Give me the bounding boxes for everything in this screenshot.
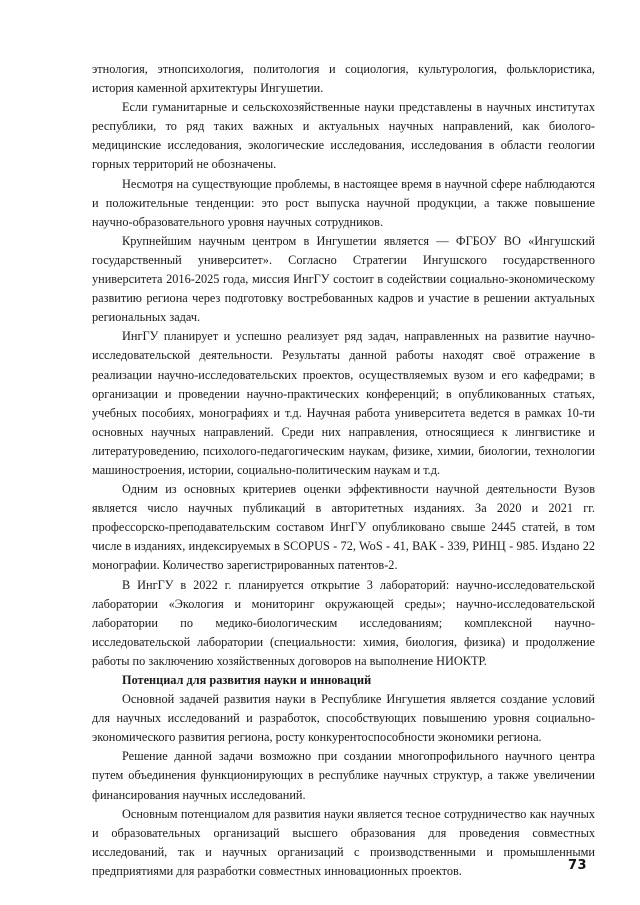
paragraph: Решение данной задачи возможно при создании многопрофильного научного центра путем объединения функционирующих в республике научных структур, а также увеличении финансирования научных исследований. [92,749,595,802]
page-body [92,60,595,881]
paragraph: Одним из основных критериев оценки эффективности научной деятельности Вузов является число научных публикаций в авторитетных изданиях. За 2020 и 2021 гг. профессорско-преподавательским составом ИнгГУ опубликовано свыше 2445 статей, в том числе в изданиях, индексируемых в SCOPUS - 72, WoS - 41, ВАК - 339, РИНЦ - 985. Издано 22 монографии. Количество зарегистрированных патентов-2. [92,482,595,573]
paragraph: В ИнгГУ в 2022 г. планируется открытие 3 лабораторий: научно-исследовательской лаборатории «Экология и мониторинг окружающей среды»; научно-исследовательской лаборатории по медико-биологическим исследованиям; комплексной научно-исследовательской лаборатории (специальности: химия, биология, физика) и продолжение работы по заключению хозяйственных договоров на выполнение НИОКТР. [92,577,595,668]
paragraph: Если гуманитарные и сельскохозяйственные науки представлены в научных институтах республики, то ряд таких важных и актуальных научных направлений, как биолого-медицинские исследования, экологические исследования, исследования в области геологии горных территорий не обозначены. [92,100,595,172]
paragraph: Крупнейшим научным центром в Ингушетии является — ФГБОУ ВО «Ингушский государственный университет». Согласно Стратегии Ингушского государственного университета 2016-2025 года, миссия ИнгГУ состоит в содействии социально-экономическому развитию региона через подготовку востребованных кадров и участие в решении актуальных региональных задач. [92,233,595,325]
paragraph: Несмотря на существующие проблемы, в настоящее время в научной сфере наблюдаются и положительные тенденции: это рост выпуска научной продукции, а также повышение научно-образовательного уровня научных сотрудников. [92,176,595,229]
section-heading: Потенциал для развития науки и инноваций [122,673,372,687]
page-number: 73 [568,858,588,873]
paragraph: Основным потенциалом для развития науки является тесное сотрудничество как научных и образовательных организаций высшего образования для проведения совместных исследований, так и научных организаций с производственными и промышленными предприятиями для разработки совместных инновационных проектов. [92,806,595,878]
paragraph: ИнгГУ планирует и успешно реализует ряд задач, направленных на развитие научно-исследовательской деятельности. Результаты данной работы находят своё отражение в реализации научно-исследовательских проектов, осуществляемых вузом и его кафедрами; в организации и проведении научно-практических конференций; в опубликованных статьях, учебных пособиях, монографиях и т.д. Научная работа университета ведется в рамках 10-ти основных научных направлений. Среди них направления, относящиеся к лингвистике и литературоведению, психолого-педагогическим наукам, физике, химии, биологии, технологии машиностроения, истории, социально-политическим наукам и т.д. [92,329,595,477]
paragraph: Основной задачей развития науки в Республике Ингушетия является создание условий для научных исследований и разработок, способствующих повышению уровня социально-экономического развития региона, росту конкурентоспособности экономики региона. [92,692,595,745]
paragraph-continued: этнология, этнопсихология, политология и социология, культурология, фольклористика, история каменной архитектуры Ингушетии. [92,62,595,96]
